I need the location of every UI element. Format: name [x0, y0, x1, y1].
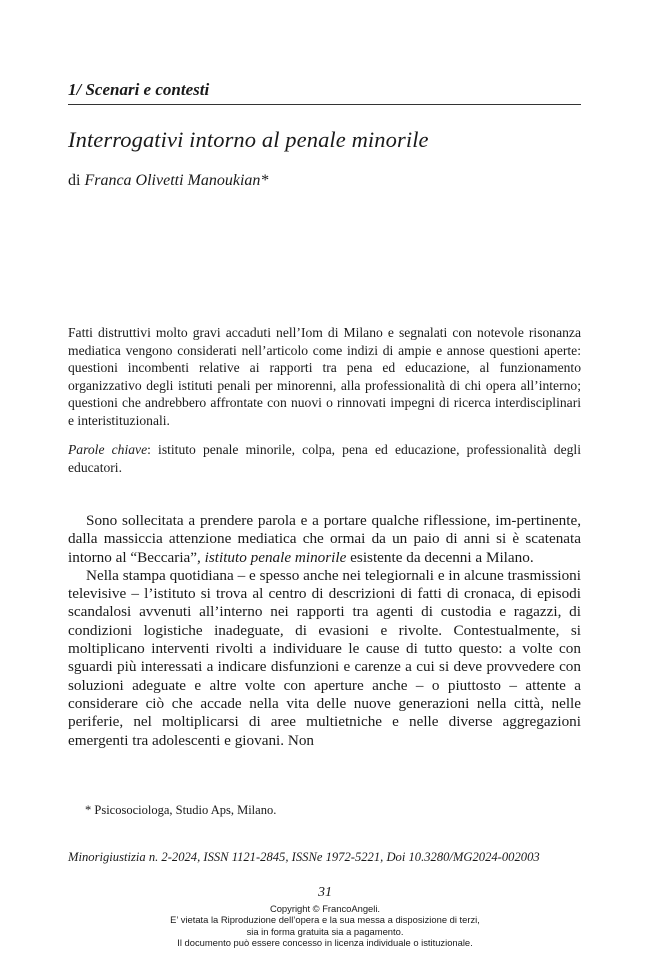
journal-reference: Minorigiustizia n. 2-2024, ISSN 1121-2845, ISSNe 1972-5221, Doi 10.3280/MG2024-002003	[68, 850, 540, 864]
abstract: Fatti distruttivi molto gravi accaduti nell’Iom di Milano e segnalati con notevole risonanza mediatica vengono considerati nell’articolo come indizi di ampie e annose questioni aperte: questioni incombenti relative ai rapporti tra pena ed educazione, al funzionamento organizzativo degli istituti penali per minorenni, alla professionalità di chi opera all’interno; questioni che andrebbero affrontate con nuovi o rinnovati impegni di ricerca interdisciplinari e interistituzionali.	[68, 325, 581, 428]
keywords-label: Parole chiave	[68, 442, 148, 457]
copyright-line: Il documento può essere concesso in licenza individuale o istituzionale.	[177, 937, 473, 949]
copyright-line: sia in forma gratuita sia a pagamento.	[246, 925, 404, 937]
paragraph-text: Sono sollecitata a prendere parola e a portare qualche riflessione, im-pertinente, dalla massiccia attenzione mediatica che ormai da un paio di anni si è scatenata intorno al “Beccaria”,	[68, 512, 581, 566]
copyright-line: E’ vietata la Riproduzione dell’opera e la sua messa a disposizione di terzi,	[170, 914, 480, 926]
byline-prefix: di	[68, 172, 85, 189]
keywords	[68, 441, 581, 476]
header-rule	[68, 104, 581, 105]
paragraph-emphasis: istituto penale minorile	[204, 548, 347, 566]
footnote: * Psicosociologa, Studio Aps, Milano.	[85, 803, 277, 817]
body-text	[68, 512, 581, 750]
paragraph	[68, 512, 581, 567]
paragraph: Nella stampa quotidiana – e spesso anche nei telegiornali e in alcune trasmissioni televisive – l’istituto si trova al centro di descrizioni di fatti di cronaca, di episodi scandalosi avvenuti all’interno nei rapporti tra agenti di custodia e ragazzi, di condizioni logistiche inadeguate, di evasioni e rivolte. Contestualmente, si moltiplicano interventi rivolti a individuare le cause di tutto questo: a volte con sguardi più interessati a indicare disfunzioni e carenze a cui si deve provvedere con soluzioni adeguate e altre volte con aperture anche – o piuttosto – attente a considerare ciò che accade nella vita delle nuove generazioni nella città, nelle periferie, nel moltiplicarsi di aree multietniche e nelle diverse aggregazioni emergenti tra adolescenti e giovani. Non	[68, 566, 581, 749]
copyright-notice	[0, 903, 650, 949]
paragraph-text: esistente da decenni a Milano.	[346, 548, 534, 566]
section-header: 1/ Scenari e contesti	[68, 80, 210, 99]
copyright-line: Copyright © FrancoAngeli.	[269, 903, 381, 914]
author-name: Franca Olivetti Manoukian*	[84, 172, 269, 189]
byline	[68, 172, 268, 190]
keywords-list: : istituto penale minorile, colpa, pena ed educazione, professionalità degli educatori.	[68, 442, 581, 475]
page-number: 31	[318, 885, 332, 900]
article-title: Interrogativi intorno al penale minorile	[68, 127, 429, 152]
